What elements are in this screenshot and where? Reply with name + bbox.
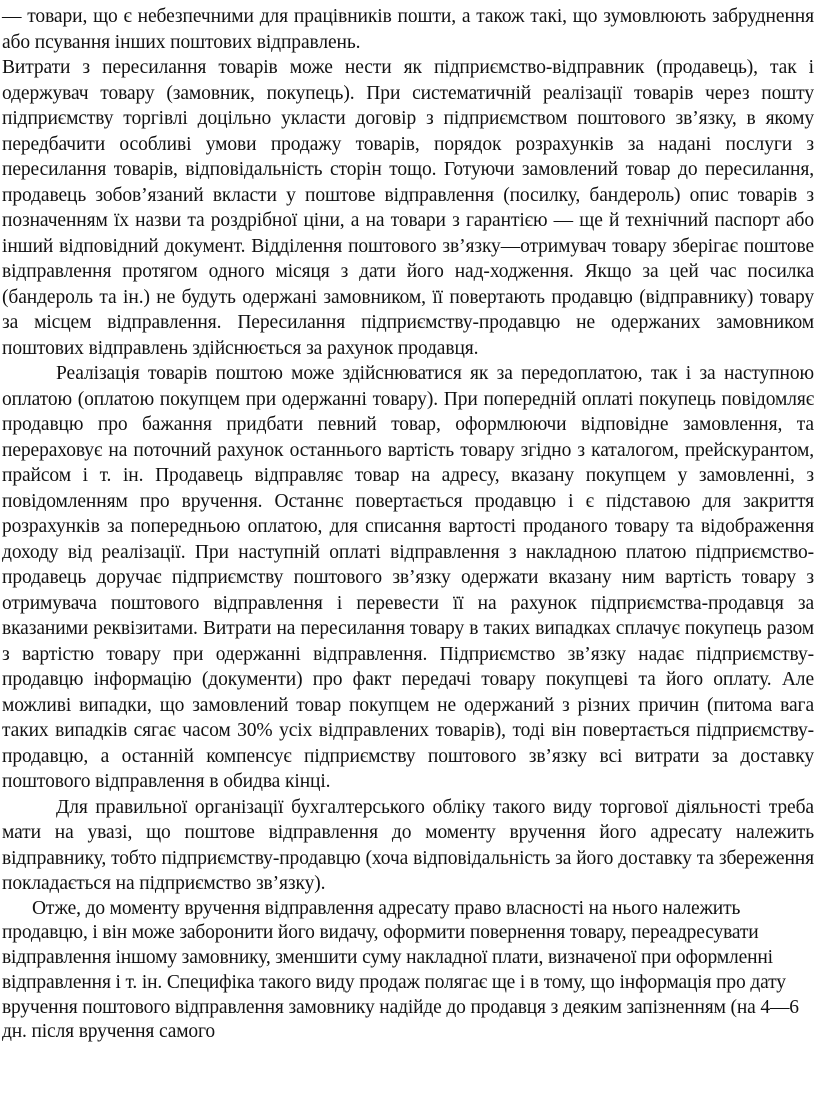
paragraph-shipping-costs: Витрати з пересилання товарів може нести як підприємство-відправник (продавець), так і одержувач товару (замовник, покупець). При систематичній реалізації товарів через пошту підприємству торгівлі доцільно укласти договір з підприємством поштового зв’язку, в якому передбачити особливі умови продажу товарів, порядок розрахунків за надані послуги з пересилання товарів, відповідальність сторін тощо. Готуючи замовлений товар до пересилання, продавець зобов’язаний вкласти у поштове відправлення (посилку, бандероль) опис товарів з позначенням їх назви та роздрібної ціни, а на товари з гарантією — ще й технічний паспорт або інший відповідний документ. Відділення поштового зв’язку—отримувач товару зберігає поштове відправлення протягом одного місяця з дати його над-ходження. Якщо за цей час посилка (бандероль та ін.) не будуть одержані замовником, її повертають продавцю (відправнику) товару за місцем відправлення. Пересилання підприємству-продавцю не одержаних замовником поштових відправлень здійснюється за рахунок продавця. [2, 57, 814, 359]
paragraph-ownership-rights: Отже, до моменту вручення відправлення адресату право власності на нього належить продавцю, і він може заборонити його видачу, оформити повернення товару, переадресувати відправлення іншому замовнику, зменшити суму накладної плати, визначеної при оформленні відправлення і т. ін. Специфіка такого виду продаж полягає ще і в тому, що інформація про дату вручення поштового відправлення замовнику надійде до продавця з деяким запізненням (на 4—6 дн. після вручення самого [2, 897, 799, 1043]
paragraph-dangerous-goods: — товари, що є небезпечними для працівників пошти, а також такі, що зумовлюють забруднення або псування інших поштових відправлень. [2, 6, 814, 53]
paragraph-payment-methods: Реалізація товарів поштою може здійснюватися як за передоплатою, так і за наступною оплатою (оплатою покупцем при одержанні товару). При попередній оплаті покупець повідомляє продавцю про бажання придбати певний товар, оформлюючи відповідне замовлення, та перераховує на поточний рахунок останнього вартість товару згідно з каталогом, прейскурантом, прайсом і т. ін. Продавець відправляє товар на адресу, вказану покупцем у замовленні, з повідомленням про вручення. Останнє повертається продавцю і є підставою для закриття розрахунків за попередньою оплатою, для списання вартості проданого товару та відображення доходу від реалізації. При наступній оплаті відправлення з накладною платою підприємство-продавець доручає підприємству поштового зв’язку одержати вказану ним вартість товару з отримувача поштового відправлення і перевести її на рахунок підприємства-продавця за вказаними реквізитами. Витрати на пересилання товару в таких випадках сплачує покупець разом з вартістю товару при одержанні відправлення. Підприємство зв’язку надає підприємству-продавцю інформацію (документи) про факт передачі товару покупцеві та його оплату. Але можливі випадки, що замовлений товар покупцем не одержаний з різних причин (питома вага таких випадків сягає часом 30% усіх відправлених товарів), тоді він повертається підприємству-продавцю, а останній компенсує підприємству поштового зв’язку всі витрати за доставку поштового відправлення в обидва кінці. [2, 363, 814, 792]
paragraph-accounting-organization: Для правильної організації бухгалтерського обліку такого виду торгової діяльності треба мати на увазі, що поштове відправлення до моменту вручення його адресату належить відправнику, тобто підприємству-продавцю (хоча відповідальність за його доставку та збереження покладається на підприємство зв’язку). [2, 796, 814, 894]
